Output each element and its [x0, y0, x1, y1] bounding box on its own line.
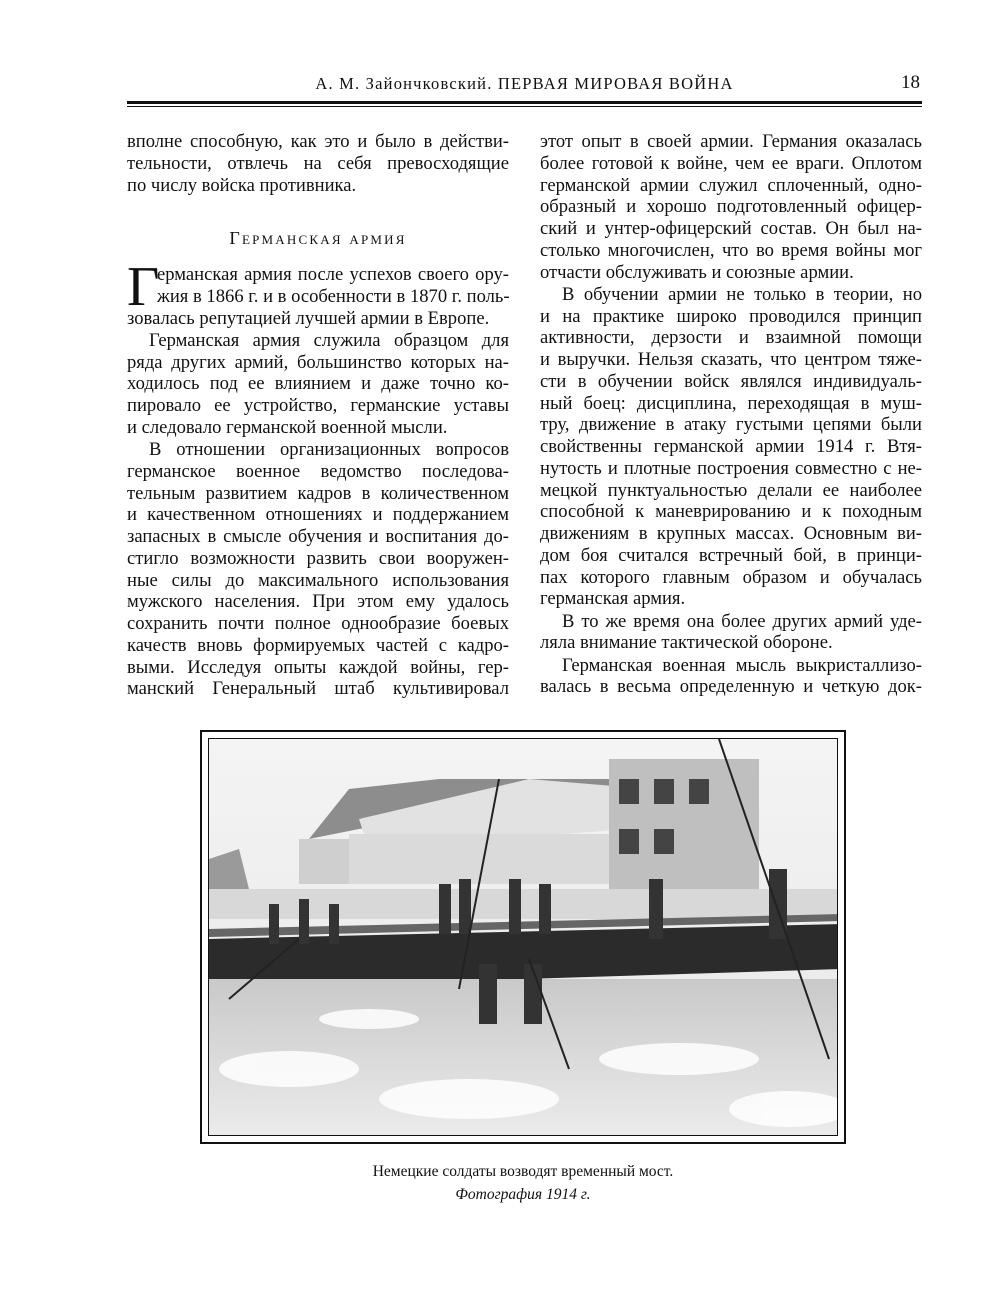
header-rule-thick	[127, 101, 922, 104]
running-head	[127, 74, 922, 96]
text-line: тельным развитием кадров в количественном	[127, 482, 509, 504]
text-line: дом боя считался встречный бой, в принци-	[540, 544, 922, 566]
figure-caption	[200, 1160, 846, 1206]
text-line: ные силы до максимального использования	[127, 569, 509, 591]
text-line: В отношении организационных вопросов	[149, 439, 509, 460]
text-line: выми. Исследуя опыты каждой войны, гер-	[127, 656, 509, 678]
paragraph	[127, 131, 509, 196]
text-line: валась в весьма определенную и четкую док-	[540, 676, 922, 698]
text-line: качеств вновь формируемых частей с кадро-	[127, 634, 509, 656]
text-line: Германская армия служила образцом для	[149, 329, 509, 351]
text-line: стигло возможности развить свои вооружен-	[127, 547, 509, 569]
text-line: германской армии служил сплоченный, одно-	[540, 174, 922, 196]
text-line: по числу войска противника.	[127, 174, 357, 196]
text-line: ерманская армия после успехов своего ору-	[157, 264, 509, 285]
running-title: А. М. Зайончковский. ПЕРВАЯ МИРОВАЯ ВОЙНА	[315, 74, 734, 93]
text-line: запасных в смысле обучения и воспитания до-	[127, 526, 509, 547]
paragraph	[540, 131, 922, 283]
text-line: мецкой пунктуальностью делали ее наиболее	[540, 479, 922, 501]
text-line: и выручки. Нельзя сказать, что центром тяже-	[540, 349, 922, 370]
text-line: В то же время она более других армий уде-	[562, 610, 922, 632]
text-line: и качественном отношениях и поддержанием	[127, 504, 509, 526]
page-number: 18	[901, 72, 920, 93]
text-line: ляла внимание тактической обороне.	[540, 632, 833, 654]
text-line: и следовало германской военной мысли.	[127, 416, 448, 438]
paragraph	[540, 655, 922, 699]
text-line: способной к маневрированию и к походным	[540, 501, 922, 523]
text-line: мужского населения. При этом ему удалось	[127, 591, 509, 613]
text-line: ряда других армий, большинство которых на-	[127, 351, 509, 373]
text-line: жия в 1866 г. и в особенности в 1870 г. поль-	[157, 285, 510, 307]
text-line: пировало ее устройство, германские уставы	[127, 395, 509, 416]
photo-bridge-construction	[208, 738, 838, 1136]
text-line: Германская военная мысль выкристаллизо-	[562, 654, 922, 676]
paragraph	[540, 284, 922, 610]
photo-image	[209, 739, 838, 1136]
text-line: свойственны германской армии 1914 г. Втя-	[540, 436, 922, 457]
text-line: сохранить почти полное однообразие боевых	[127, 613, 509, 634]
text-line: активности, дерзости и взаимной помощи	[540, 327, 922, 349]
text-line: столько многочислен, что во время войны мог	[540, 239, 922, 261]
text-line: вполне способную, как это и было в действи-	[127, 131, 509, 152]
drop-cap: Г	[127, 256, 160, 318]
text-line: более готовой к войне, чем ее враги. Оплотом	[540, 152, 922, 174]
text-line: нутость и плотные построения совместно с не-	[540, 457, 922, 479]
photo-frame	[200, 730, 846, 1144]
text-line: ский и унтер-офицерский состав. Он был на-	[540, 218, 922, 239]
caption-text: Немецкие солдаты возводят временный мост.	[372, 1163, 674, 1180]
paragraph	[540, 611, 922, 655]
header-rule-thin	[127, 106, 922, 107]
text-line: тру, движение в атаку густыми цепями были	[540, 414, 922, 436]
left-column	[127, 131, 509, 701]
text-line: зовалась репутацией лучшей армии в Европе.	[127, 307, 490, 329]
section-heading: Германская армия	[229, 228, 407, 249]
text-line: сти в обучении войск являлся индивидуаль-	[540, 370, 922, 392]
caption-credit: Фотография 1914 г.	[455, 1186, 591, 1203]
paragraph	[127, 439, 509, 700]
paragraph	[127, 256, 510, 329]
text-line: германская армия.	[540, 588, 686, 610]
text-line: тельности, отвлечь на себя превосходящие	[127, 152, 509, 174]
text-line: ный боец: дисциплина, переходящая в муш-	[540, 392, 922, 414]
text-line: образный и хорошо подготовленный офицер-	[540, 196, 922, 218]
text-line: пах которого главным образом и обучалась	[540, 566, 922, 588]
text-line: этот опыт в своей армии. Германия оказалась	[540, 131, 922, 152]
text-line: отчасти обслуживать и союзные армии.	[540, 261, 854, 283]
text-line: и на практике широко проводился принцип	[540, 305, 922, 327]
paragraph	[127, 330, 509, 439]
text-line: В обучении армии не только в теории, но	[562, 283, 922, 305]
right-column	[540, 131, 922, 699]
text-line: движениям в крупных массах. Основным ви-	[540, 523, 922, 544]
text-line: ходилось под ее влиянием и даже точно ко-	[127, 373, 509, 395]
text-line: германское военное ведомство последова-	[127, 460, 509, 482]
text-line: манский Генеральный штаб культивировал	[127, 678, 509, 700]
